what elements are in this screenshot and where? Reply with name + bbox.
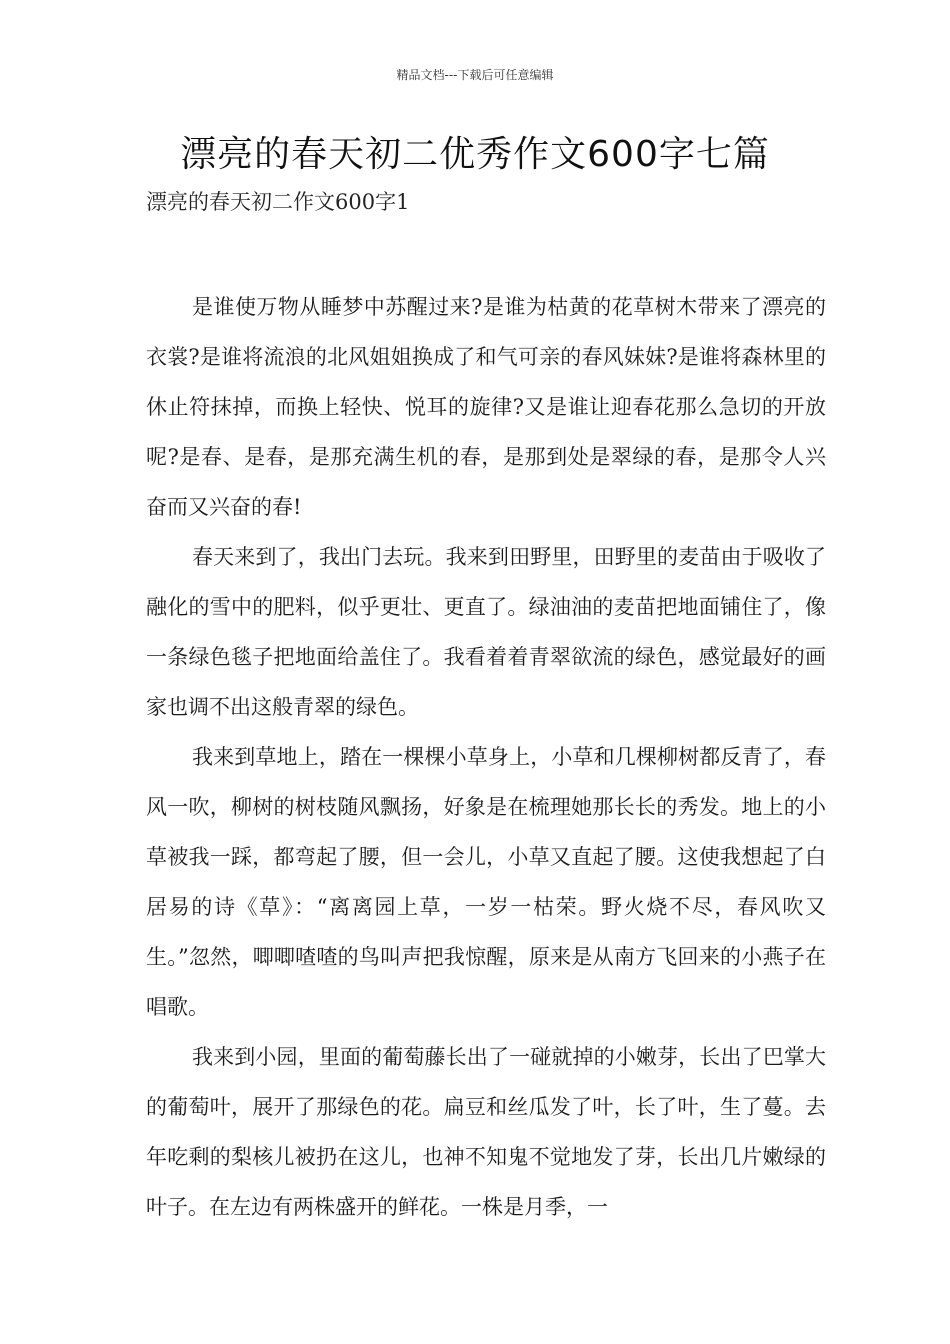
paragraph-1: 是谁使万物从睡梦中苏醒过来?是谁为枯黄的花草树木带来了漂亮的衣裳?是谁将流浪的北风姐姐换成了和气可亲的春风妹妹?是谁将森林里的休止符抹掉，而换上轻快、悦耳的旋律?又是谁让迎春花那么急切的开放呢?是春、是春，是那充满生机的春，是那到处是翠绿的春，是那令人兴奋而又兴奋的春! xyxy=(146,295,826,519)
document-subtitle: 漂亮的春天初二作文600字1 xyxy=(146,190,410,214)
article-body xyxy=(146,282,826,1232)
paragraph-2: 春天来到了，我出门去玩。我来到田野里，田野里的麦苗由于吸收了融化的雪中的肥料，似乎更壮、更直了。绿油油的麦苗把地面铺住了，像一条绿色毯子把地面给盖住了。我看着着青翠欲流的绿色，感觉最好的画家也调不出这般青翠的绿色。 xyxy=(146,545,826,719)
paragraph-4: 我来到小园，里面的葡萄藤长出了一碰就掉的小嫩芽，长出了巴掌大的葡萄叶，展开了那绿色的花。扁豆和丝瓜发了叶，长了叶，生了蔓。去年吃剩的梨核儿被扔在这儿，也神不知鬼不觉地发了芽，长出几片嫩绿的叶子。在左边有两株盛开的鲜花。一株是月季，一 xyxy=(146,1045,826,1219)
paragraph-3: 我来到草地上，踏在一棵棵小草身上，小草和几棵柳树都反青了，春风一吹，柳树的树枝随风飘扬，好象是在梳理她那长长的秀发。地上的小草被我一踩，都弯起了腰，但一会儿，小草又直起了腰。这使我想起了白居易的诗《草》：“离离园上草，一岁一枯荣。野火烧不尽，春风吹又生。”忽然，唧唧喳喳的鸟叫声把我惊醒，原来是从南方飞回来的小燕子在唱歌。 xyxy=(146,745,826,1019)
document-title: 漂亮的春天初二优秀作文600字七篇 xyxy=(180,134,770,175)
header-note: 精品文档---下载后可任意编辑 xyxy=(396,68,554,82)
